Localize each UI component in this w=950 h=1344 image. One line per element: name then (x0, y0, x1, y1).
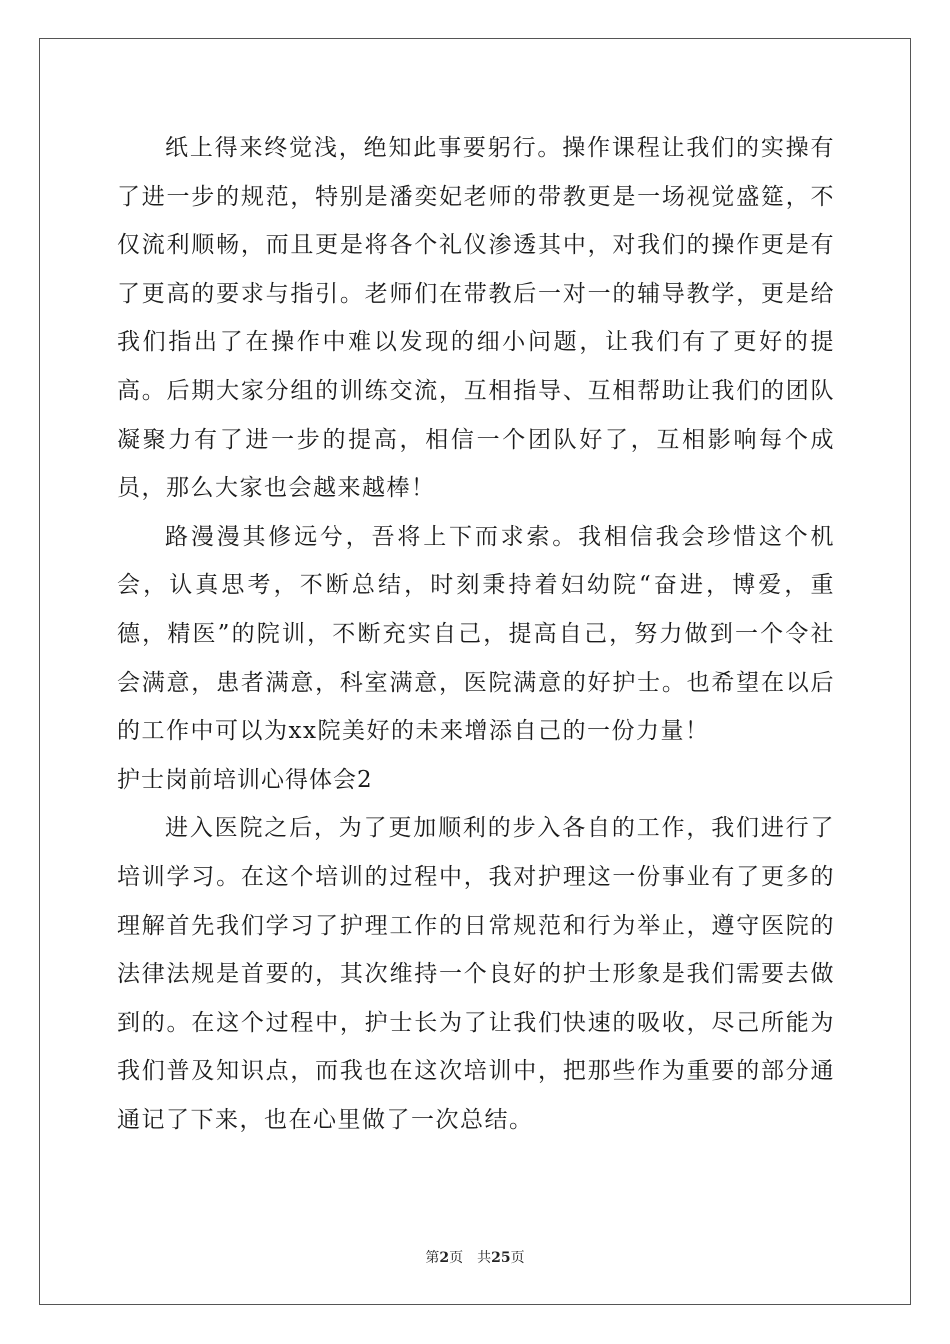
page-footer (0, 1247, 950, 1267)
body-paragraph: 进入医院之后，为了更加顺利的步入各自的工作，我们进行了培训学习。在这个培训的过程中，我对护理这一份事业有了更多的理解首先我们学习了护理工作的日常规范和行为举止，遵守医院的法律法规是首要的，其次维持一个良好的护士形象是我们需要去做到的。在这个过程中，护士长为了让我们快速的吸收，尽己所能为我们普及知识点，而我也在这次培训中，把那些作为重要的部分通通记了下来，也在心里做了一次总结。 (117, 815, 835, 1133)
page-total: 25 (491, 1250, 511, 1266)
total-suffix: 页 (510, 1250, 525, 1266)
total-prefix: 共 (477, 1250, 492, 1266)
body-paragraph: 纸上得来终觉浅，绝知此事要躬行。操作课程让我们的实操有了进一步的规范，特别是潘奕妃老师的带教更是一场视觉盛筵，不仅流利顺畅，而且更是将各个礼仪渗透其中，对我们的操作更是有了更高的要求与指引。老师们在带教后一对一的辅导教学，更是给我们指出了在操作中难以发现的细小问题，让我们有了更好的提高。后期大家分组的训练交流，互相指导、互相帮助让我们的团队凝聚力有了进一步的提高，相信一个团队好了，互相影响每个成员，那么大家也会越来越棒！ (117, 135, 835, 502)
page-suffix: 页 (449, 1250, 464, 1266)
document-body (117, 124, 835, 1144)
page-prefix: 第 (425, 1250, 440, 1266)
section-heading: 护士岗前培训心得体会2 (117, 766, 373, 793)
page-current: 2 (439, 1250, 450, 1266)
body-paragraph: 路漫漫其修远兮，吾将上下而求索。我相信我会珍惜这个机会，认真思考，不断总结，时刻秉持着妇幼院“奋进，博爱，重德，精医”的院训，不断充实自己，提高自己，努力做到一个令社会满意，患者满意，科室满意，医院满意的好护士。也希望在以后的工作中可以为xx院美好的未来增添自己的一份力量！ (117, 523, 835, 745)
